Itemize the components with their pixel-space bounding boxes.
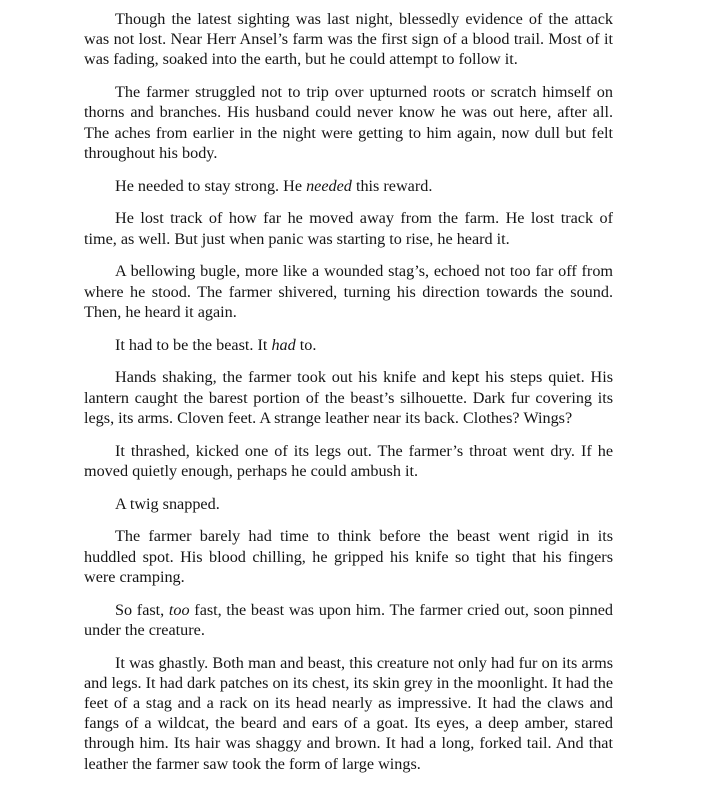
paragraph [84, 494, 613, 514]
emphasized-word: had [271, 335, 296, 354]
paragraph-text: Hands shaking, the farmer took out his knife and kept his steps quiet. His lantern caught the barest portion of the beast’s silhouette. Dark fur covering its legs, its arms. Cloven feet. A strange leather near its back. Clothes? Wings? [84, 368, 613, 427]
paragraph-text: So fast, [115, 600, 169, 619]
paragraph-text: A twig snapped. [115, 494, 220, 513]
paragraph-text: to. [295, 335, 317, 354]
paragraph [84, 335, 613, 355]
paragraph [84, 176, 613, 196]
paragraph-text: this reward. [351, 176, 433, 195]
paragraph-text: It thrashed, kicked one of its legs out. The farmer’s throat went dry. If he moved quietly enough, perhaps he could ambush it. [84, 441, 613, 480]
book-page [84, 9, 613, 774]
paragraph [84, 600, 613, 640]
paragraph-text: The farmer barely had time to think before the beast went rigid in its huddled spot. His blood chilling, he gripped his knife so tight that his fingers were cramping. [84, 527, 613, 586]
emphasized-word: too [168, 600, 190, 619]
paragraph-text: He lost track of how far he moved away from the farm. He lost track of time, as well. But just when panic was starting to rise, he heard it. [84, 209, 613, 248]
emphasized-word: needed [306, 176, 352, 195]
paragraph [84, 367, 613, 428]
paragraph-text: He needed to stay strong. He [115, 176, 307, 195]
paragraph [84, 653, 613, 774]
paragraph [84, 441, 613, 481]
paragraph-text: It had to be the beast. It [115, 335, 272, 354]
paragraph [84, 82, 613, 163]
paragraph [84, 9, 613, 70]
paragraph [84, 261, 613, 322]
paragraph-text: fast, the beast was upon him. The farmer cried out, soon pinned under the creature. [84, 600, 613, 639]
paragraph-text: It was ghastly. Both man and beast, this creature not only had fur on its arms and legs. It had dark patches on its chest, its skin grey in the moonlight. It had the feet of a stag and a rack on its head nearly as impressive. It had the claws and fangs of a wildcat, the beard and ears of a goat. Its eyes, a deep amber, stared through him. Its hair was shaggy and brown. It had a long, forked tail. And that leather the farmer saw took the form of large wings. [84, 653, 613, 773]
paragraph [84, 526, 613, 587]
paragraph-text: The farmer struggled not to trip over upturned roots or scratch himself on thorns and branches. His husband could never know he was out here, after all. The aches from earlier in the night were getting to him again, now dull but felt throughout his body. [84, 83, 613, 162]
paragraph-text: Though the latest sighting was last night, blessedly evidence of the attack was not lost. Near Herr Ansel’s farm was the first sign of a blood trail. Most of it was fading, soaked into the earth, but he could attempt to follow it. [84, 10, 613, 69]
paragraph [84, 208, 613, 248]
paragraph-text: A bellowing bugle, more like a wounded stag’s, echoed not too far off from where he stood. The farmer shivered, turning his direction towards the sound. Then, he heard it again. [84, 262, 613, 321]
